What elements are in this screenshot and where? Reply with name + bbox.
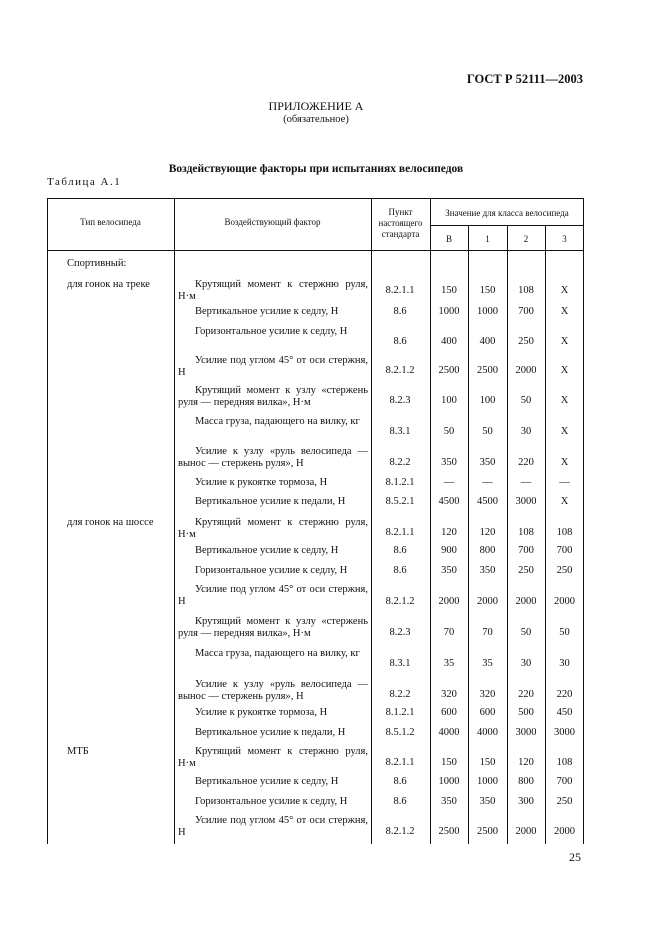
class-3-value: 450 (556, 707, 573, 718)
punkt-value: 8.2.1.2 (385, 826, 415, 837)
class-2-value: 50 (520, 395, 532, 406)
class-2-value: 108 (518, 285, 534, 296)
class-b-value: 150 (441, 757, 457, 768)
punkt-value: 8.1.2.1 (385, 477, 415, 488)
group-label-road: для гонок на шоссе (67, 517, 154, 528)
class-b-value: 4500 (438, 496, 460, 507)
class-3-value: 250 (556, 565, 573, 576)
punkt-value: 8.2.1.1 (385, 527, 415, 538)
class-1-value: 50 (482, 426, 493, 437)
class-2-value: 2000 (515, 826, 537, 837)
punkt-value: 8.6 (393, 545, 407, 556)
class-b-value: 1000 (438, 306, 460, 317)
standard-code: ГОСТ Р 52111—2003 (466, 72, 583, 86)
class-1-value: 320 (479, 689, 496, 700)
class-b-value: 70 (443, 627, 455, 638)
factor-text: Усилие под углом 45° от оси стержня, Н (178, 584, 368, 607)
class-1-value: 150 (479, 757, 496, 768)
class-b-value: 120 (441, 527, 457, 538)
table-left-border (47, 198, 48, 844)
punkt-value: 8.5.2.1 (385, 496, 415, 507)
class-1-value: 2500 (477, 365, 498, 376)
punkt-value: 8.5.1.2 (385, 727, 415, 738)
class-2-value: 250 (518, 336, 534, 347)
class-3-value: 700 (556, 545, 573, 556)
factor-text: Крутящий момент к узлу «стержень руля — передняя вилка», Н·м (178, 616, 368, 639)
col-divider-type (174, 198, 175, 844)
class-2-value: 30 (520, 658, 532, 669)
class-2-value: 500 (518, 707, 534, 718)
class-2-value: 2000 (515, 365, 537, 376)
punkt-value: 8.6 (393, 336, 407, 347)
factor-text: Вертикальное усилие к седлу, Н (195, 545, 339, 556)
punkt-value: 8.2.2 (389, 689, 411, 700)
col-header-class-group: Значение для класса велосипеда (445, 208, 569, 218)
punkt-value: 8.2.2 (389, 457, 411, 468)
factor-text: Масса груза, падающего на вилку, кг (195, 648, 360, 659)
factor-text: Горизонтальное усилие к седлу, Н (195, 796, 348, 807)
class-b-value: 2500 (438, 826, 460, 837)
punkt-value: 8.6 (393, 306, 407, 317)
class-3-value: 2000 (554, 596, 575, 607)
class-3-value: 250 (556, 796, 573, 807)
appendix-note: (обязательное) (283, 114, 349, 125)
class-b-value: — (443, 477, 455, 488)
class-2-value: — (520, 477, 532, 488)
factor-text: Крутящий момент к стержню руля, Н·м (178, 746, 368, 769)
class-1-value: 800 (479, 545, 496, 556)
class-b-value: 350 (441, 457, 457, 468)
class-3-value: 2000 (554, 826, 575, 837)
class-1-value: 70 (482, 627, 493, 638)
factor-text: Усилие к узлу «руль велосипеда — вынос — стержень руля», Н (178, 446, 368, 469)
class-3-value: X (560, 395, 569, 406)
table-top-border (47, 198, 584, 199)
class-b-value: 4000 (438, 727, 460, 738)
punkt-value: 8.1.2.1 (385, 707, 415, 718)
class-1-value: 400 (479, 336, 496, 347)
class-2-value: 220 (518, 457, 534, 468)
factor-text: Усилие под углом 45° от оси стержня, Н (178, 355, 368, 378)
punkt-value: 8.6 (393, 776, 407, 787)
class-3-value: 50 (559, 627, 570, 638)
class-1-value: 1000 (477, 776, 498, 787)
factor-text: Крутящий момент к стержню руля, Н·м (178, 279, 368, 302)
appendix-heading (0, 100, 632, 126)
punkt-value: 8.6 (393, 565, 407, 576)
group-label-sport: Спортивный: (67, 258, 127, 269)
class-1-value: 350 (479, 796, 496, 807)
class-b-value: 350 (441, 796, 457, 807)
class-3-value: 700 (556, 776, 573, 787)
punkt-value: 8.2.1.2 (385, 365, 415, 376)
class-2-value: 800 (518, 776, 534, 787)
class-3-value: X (560, 365, 569, 376)
page-number: 25 (569, 850, 581, 864)
col-header-class-b: В (445, 234, 452, 244)
class-1-value: 4000 (477, 727, 498, 738)
class-2-value: 250 (518, 565, 534, 576)
col-header-type: Тип велосипеда (80, 217, 141, 227)
class-1-value: 150 (479, 285, 496, 296)
class-3-value: 3000 (554, 727, 575, 738)
class-b-value: 600 (441, 707, 457, 718)
class-1-value: — (482, 477, 493, 488)
class-3-value: X (560, 496, 569, 507)
class-3-value: 108 (556, 757, 573, 768)
appendix-title: ПРИЛОЖЕНИЕ А (268, 99, 364, 113)
punkt-value: 8.3.1 (389, 426, 411, 437)
class-1-value: 2500 (477, 826, 498, 837)
class-2-value: 108 (518, 527, 534, 538)
class-1-value: 2000 (477, 596, 498, 607)
class-b-value: 2000 (438, 596, 460, 607)
class-1-value: 1000 (477, 306, 498, 317)
class-2-value: 50 (520, 627, 532, 638)
class-b-value: 1000 (438, 776, 460, 787)
class-1-value: 4500 (477, 496, 498, 507)
col-header-factor: Воздействующий фактор (224, 217, 321, 227)
table-label: Таблица А.1 (47, 176, 122, 188)
class-3-value: 30 (559, 658, 570, 669)
class-b-value: 900 (441, 545, 457, 556)
class-2-value: 700 (518, 545, 534, 556)
class-2-value: 120 (518, 757, 534, 768)
class-b-value: 2500 (438, 365, 460, 376)
factor-text: Усилие к узлу «руль велосипеда — вынос — стержень руля», Н (178, 679, 368, 702)
factor-text: Вертикальное усилие к педали, Н (195, 496, 346, 507)
class-3-value: X (560, 306, 569, 317)
class-b-value: 35 (443, 658, 455, 669)
factor-text: Масса груза, падающего на вилку, кг (195, 416, 360, 427)
group-label-track: для гонок на треке (67, 279, 150, 290)
factor-text: Крутящий момент к узлу «стержень руля — передняя вилка», Н·м (178, 385, 368, 408)
class-2-value: 2000 (515, 596, 537, 607)
class-2-value: 3000 (515, 727, 537, 738)
header-bottom-border (47, 250, 584, 251)
class-3-value: X (560, 336, 569, 347)
class-3-value: — (559, 477, 570, 488)
class-1-value: 350 (479, 565, 496, 576)
punkt-value: 8.3.1 (389, 658, 411, 669)
class-b-value: 350 (441, 565, 457, 576)
class-3-value: X (560, 457, 569, 468)
class-1-value: 120 (479, 527, 496, 538)
col-header-class-1: 1 (485, 234, 490, 244)
factor-text: Крутящий момент к стержню руля, Н·м (178, 517, 368, 540)
class-2-value: 3000 (515, 496, 537, 507)
col-header-punkt: Пункт настоящего стандарта (378, 207, 423, 239)
col-header-class-3: 3 (562, 234, 567, 244)
punkt-value: 8.6 (393, 796, 407, 807)
class-2-value: 300 (518, 796, 534, 807)
factor-text: Вертикальное усилие к педали, Н (195, 727, 346, 738)
col-header-class-2: 2 (523, 234, 529, 244)
class-b-value: 50 (443, 426, 455, 437)
punkt-value: 8.2.1.2 (385, 596, 415, 607)
class-2-value: 700 (518, 306, 534, 317)
factor-text: Вертикальное усилие к седлу, Н (195, 306, 339, 317)
class-3-value: X (560, 426, 569, 437)
class-b-value: 150 (441, 285, 457, 296)
punkt-value: 8.2.1.1 (385, 285, 415, 296)
factor-text: Усилие под углом 45° от оси стержня, Н (178, 815, 368, 838)
factors-table (47, 198, 584, 844)
class-3-value: X (560, 285, 569, 296)
factor-text: Горизонтальное усилие к седлу, Н (195, 326, 348, 337)
punkt-value: 8.2.3 (389, 627, 411, 638)
factor-text: Усилие к рукоятке тормоза, Н (195, 477, 328, 488)
col-divider-factor (371, 198, 372, 844)
class-3-value: 220 (556, 689, 573, 700)
group-label-mtb: МТБ (67, 746, 89, 757)
class-1-value: 35 (482, 658, 493, 669)
class-b-value: 320 (441, 689, 457, 700)
punkt-value: 8.2.1.1 (385, 757, 415, 768)
class-b-value: 100 (441, 395, 457, 406)
class-2-value: 30 (520, 426, 532, 437)
class-b-value: 400 (441, 336, 457, 347)
table-title: Воздействующие факторы при испытаниях велосипедов (168, 163, 464, 175)
class-1-value: 600 (479, 707, 496, 718)
factor-text: Горизонтальное усилие к седлу, Н (195, 565, 348, 576)
class-2-value: 220 (518, 689, 534, 700)
class-1-value: 100 (479, 395, 496, 406)
factor-text: Усилие к рукоятке тормоза, Н (195, 707, 328, 718)
punkt-value: 8.2.3 (389, 395, 411, 406)
class-1-value: 350 (479, 457, 496, 468)
class-3-value: 108 (556, 527, 573, 538)
factor-text: Вертикальное усилие к седлу, Н (195, 776, 339, 787)
